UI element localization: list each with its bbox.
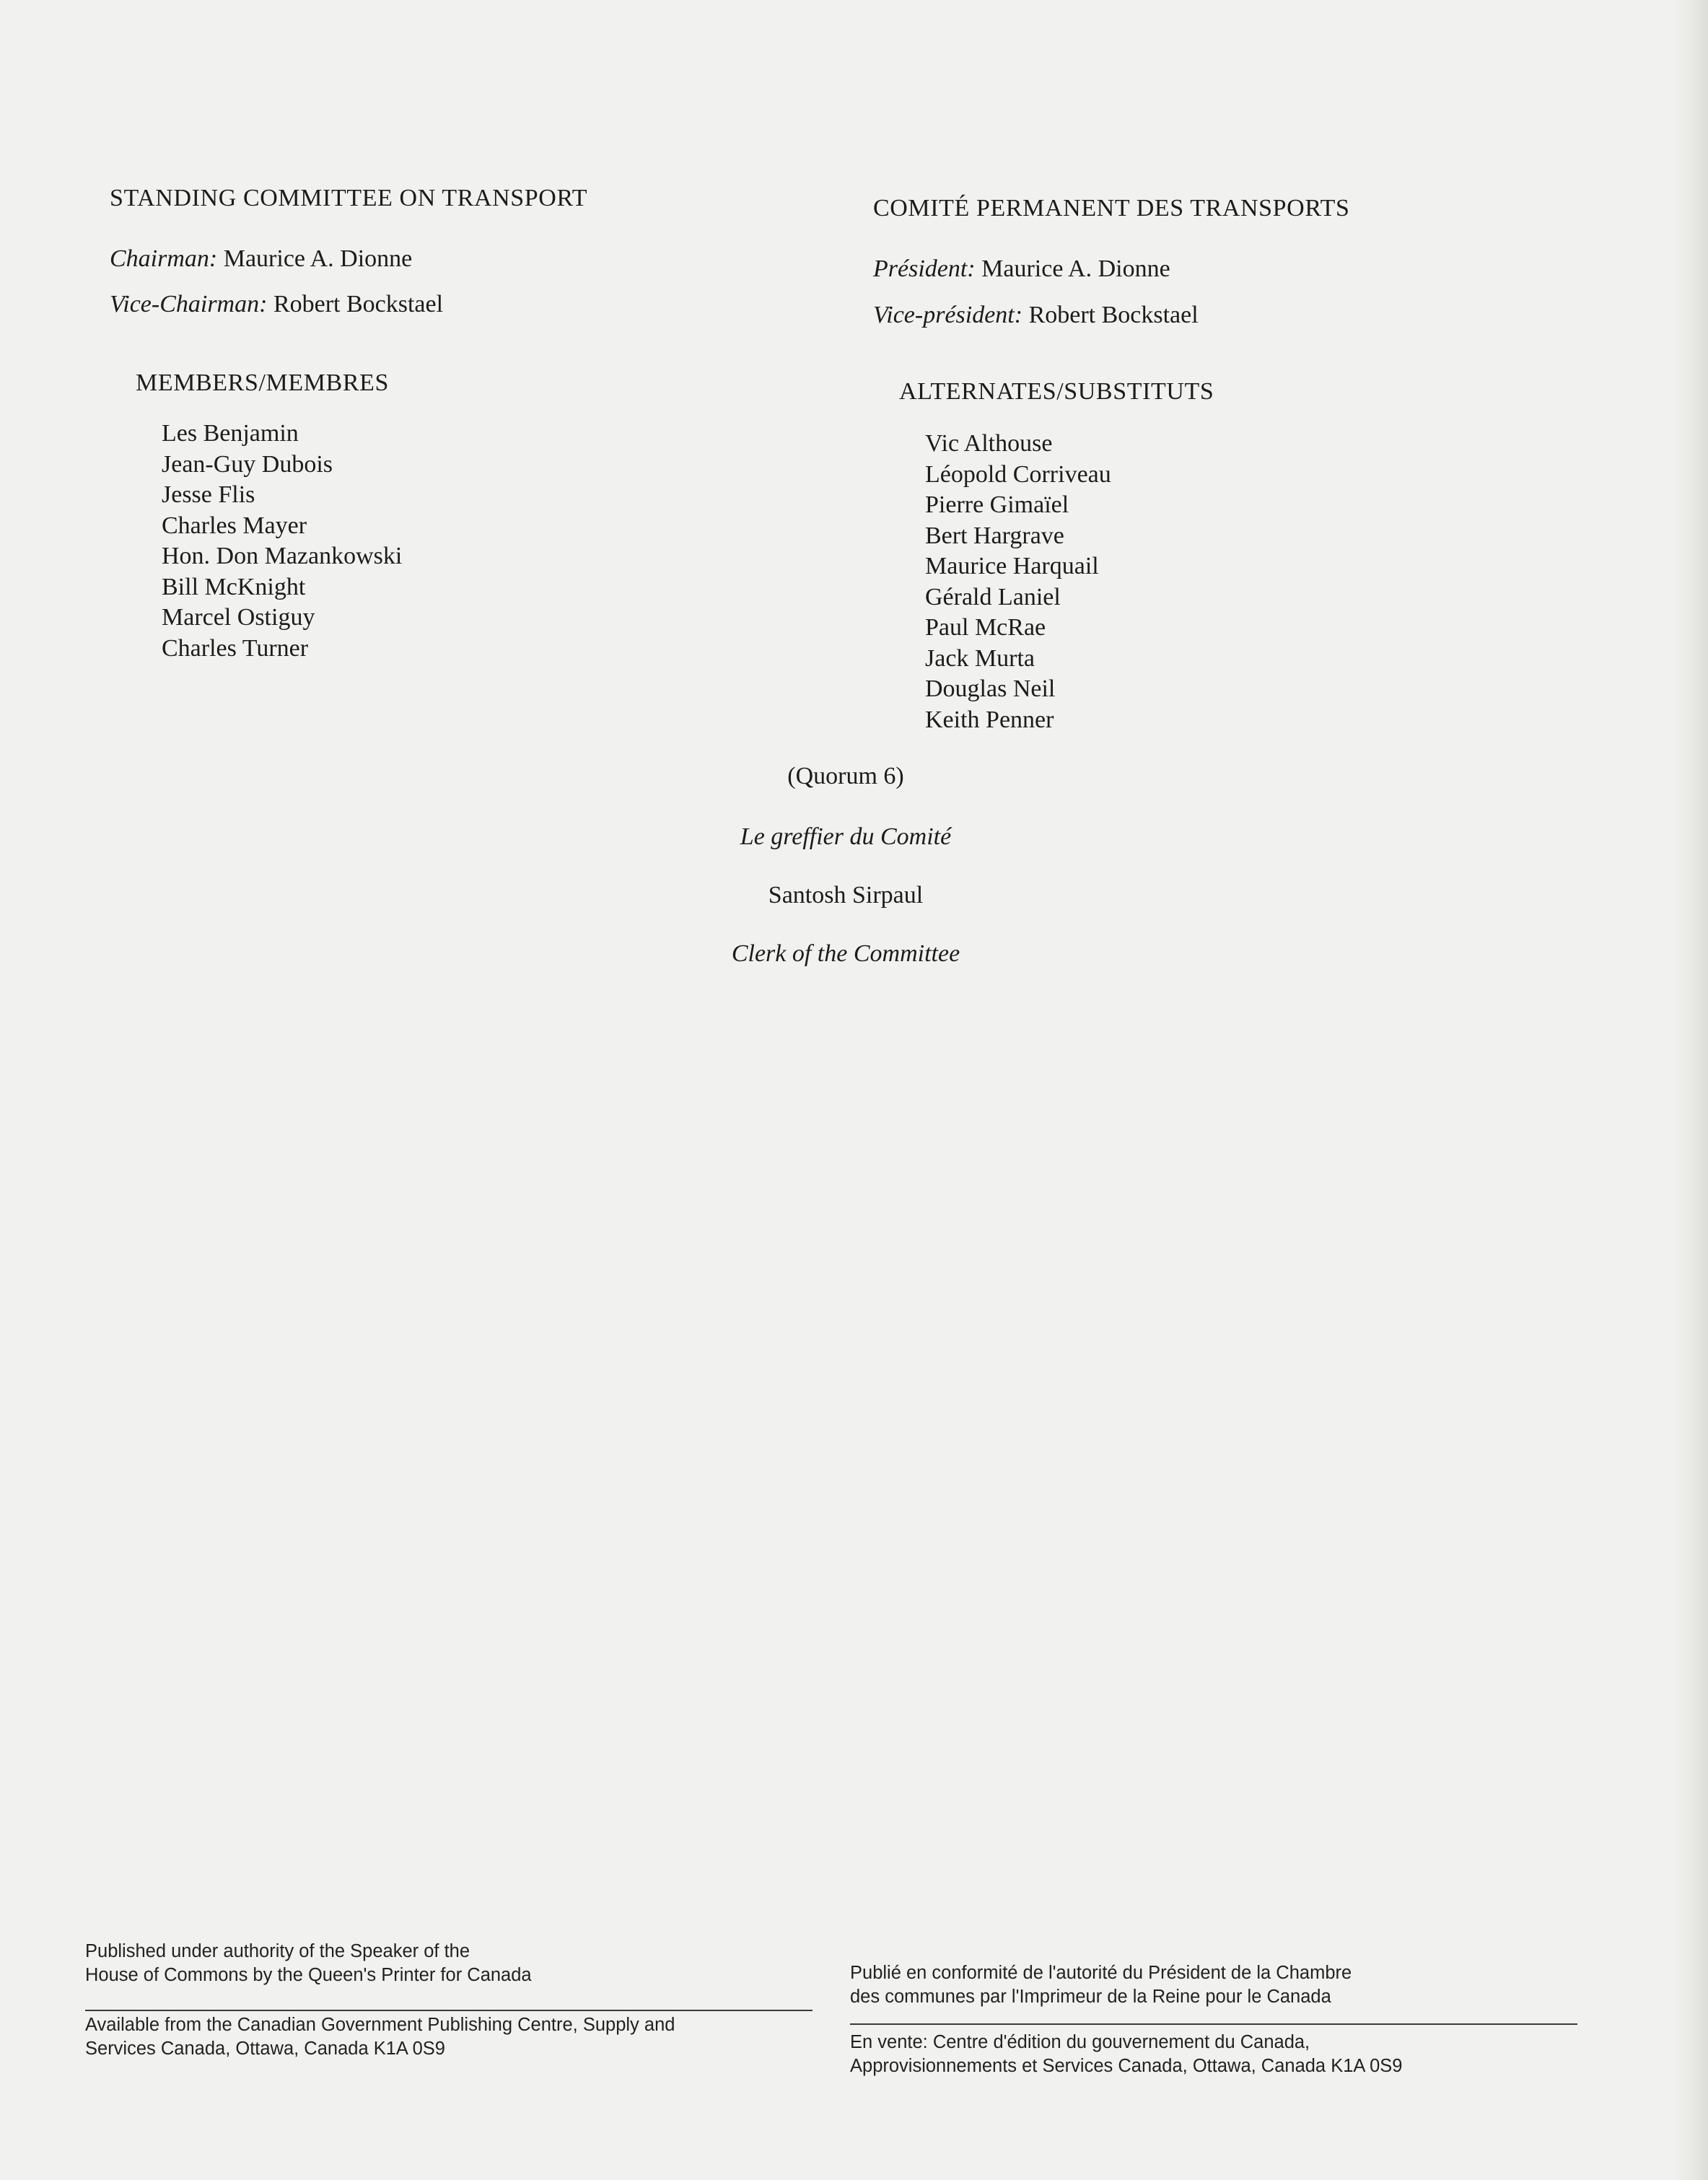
footer-fr-available: En vente: Centre d'édition du gouvernement du Canada, Approvisionnements et Services Canada, Ottawa, Canada K1A 0S9 [850, 2032, 1403, 2076]
alternates-list [925, 429, 1111, 735]
committee-title-en: STANDING COMMITTEE ON TRANSPORT [110, 185, 588, 211]
members-list [162, 419, 402, 664]
alternate-name: Maurice Harquail [925, 553, 1099, 579]
alternates-heading: ALTERNATES/SUBSTITUTS [899, 378, 1214, 405]
footer-rule-fr [850, 2023, 1577, 2025]
member-name: Bill McKnight [162, 573, 306, 600]
member-name: Hon. Don Mazankowski [162, 543, 403, 569]
member-name: Charles Mayer [162, 512, 307, 539]
chairman-name: Maurice A. Dionne [223, 245, 413, 272]
chairman-line [110, 245, 412, 273]
alternate-name: Douglas Neil [925, 675, 1056, 702]
vice-chairman-label: Vice-Chairman: [110, 291, 268, 318]
vice-president-name: Robert Bockstael [1028, 302, 1199, 328]
member-name: Jesse Flis [162, 481, 255, 508]
vice-president-line [873, 302, 1199, 329]
quorum: (Quorum 6) [787, 763, 904, 789]
member-name: Charles Turner [162, 634, 309, 662]
president-line [873, 255, 1170, 283]
members-heading: MEMBERS/MEMBRES [136, 369, 389, 396]
alternate-name: Bert Hargrave [925, 522, 1064, 549]
committee-title-fr: COMITÉ PERMANENT DES TRANSPORTS [873, 195, 1350, 222]
president-label: Président: [873, 255, 976, 282]
clerk-label-en: Clerk of the Committee [731, 940, 960, 967]
alternate-name: Paul McRae [925, 614, 1046, 641]
vice-chairman-line [110, 291, 443, 318]
member-name: Jean-Guy Dubois [162, 450, 333, 478]
chairman-label: Chairman: [110, 245, 218, 272]
vice-chairman-name: Robert Bockstael [273, 291, 444, 318]
president-name: Maurice A. Dionne [981, 255, 1170, 282]
clerk-label-fr: Le greffier du Comité [740, 823, 952, 850]
member-name: Les Benjamin [162, 420, 299, 447]
vice-president-label: Vice-président: [873, 302, 1023, 328]
alternate-name: Jack Murta [925, 644, 1035, 672]
page-edge-shadow [1673, 0, 1708, 2180]
footer-fr-published: Publié en conformité de l'autorité du Président de la Chambre des communes par l'Imprimeur de la Reine pour le Canada [850, 1963, 1352, 2007]
member-name: Marcel Ostiguy [162, 604, 315, 631]
alternate-name: Gérald Laniel [925, 583, 1061, 610]
alternate-name: Vic Althouse [925, 430, 1053, 457]
footer-en-published: Published under authority of the Speaker of the House of Commons by the Queen's Printer for Canada [85, 1941, 532, 1985]
alternate-name: Pierre Gimaïel [925, 491, 1069, 518]
footer-en-available: Available from the Canadian Government Publishing Centre, Supply and Services Canada, Ottawa, Canada K1A 0S9 [85, 2015, 675, 2059]
alternate-name: Keith Penner [925, 706, 1054, 733]
alternate-name: Léopold Corriveau [925, 460, 1111, 488]
clerk-name: Santosh Sirpaul [768, 882, 924, 909]
footer-rule-en [85, 2010, 813, 2011]
